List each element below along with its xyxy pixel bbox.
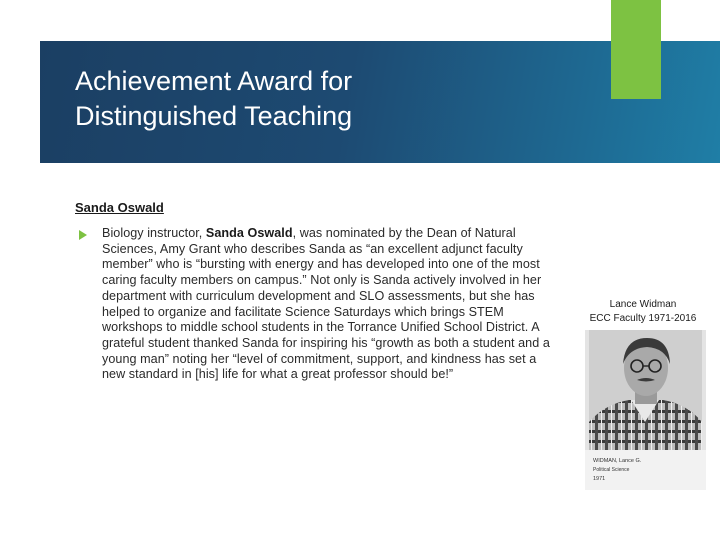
photo-label-year: 1971	[593, 476, 606, 482]
accent-square	[611, 0, 661, 99]
subtitle-name: Sanda Oswald	[75, 200, 164, 215]
title-line-1: Achievement Award for	[75, 66, 353, 96]
caption-name: Lance Widman	[609, 299, 677, 310]
caption-years: ECC Faculty 1971-2016	[589, 313, 697, 324]
desc-name: Sanda Oswald	[205, 226, 293, 240]
photo-label-name: WIDMAN, Lance G.	[593, 458, 642, 464]
slide-title	[75, 64, 575, 134]
title-line-2: Distinguished Teaching	[75, 101, 353, 131]
photo-label-role: Political Science	[593, 467, 630, 473]
photo-caption	[578, 298, 708, 326]
desc-part-2: , was nominated by the Dean of Natural Sciences, Amy Grant who describes Sanda as “an excellent adjunct faculty member” who is “bursting with energy and has developed into one of the most caring faculty members on campus.” Not only is Sanda actively involved in her department with curriculum development and SLO assessments, but she has helped to organize and facilitate Science Saturdays which brings STEM workshops to middle school students in the Torrance Unified School District. A grateful student thanked Sanda for inspiring his “growth as both a student and a young man” noting her “level of commitment, support, and kindness has set a new standard in [his] life for what a great professor should be!”	[102, 226, 550, 382]
faculty-portrait-photo	[585, 330, 706, 490]
bullet-arrow-icon	[79, 230, 87, 240]
desc-part-1: Biology instructor,	[102, 226, 206, 240]
award-description	[102, 226, 562, 383]
